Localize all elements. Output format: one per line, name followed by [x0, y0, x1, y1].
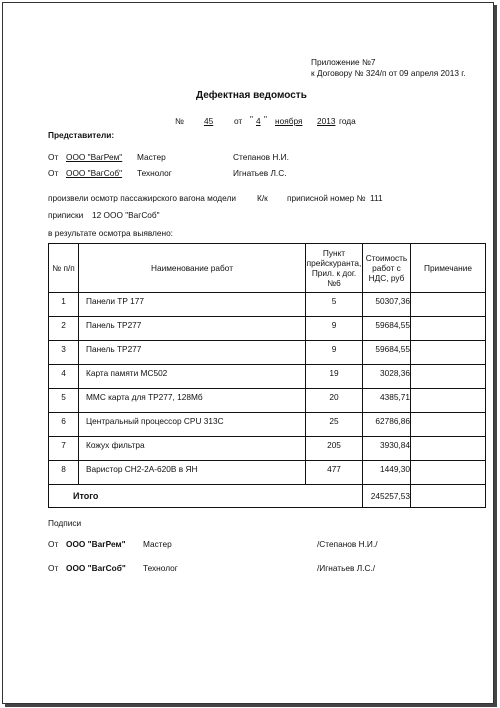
rep-from: От	[48, 168, 59, 178]
rep-from: От	[48, 152, 59, 162]
cell-num: 1	[49, 293, 79, 317]
table-row	[49, 461, 486, 485]
cell-note	[411, 293, 486, 317]
sign-name: /Игнатьев Л.С./	[317, 563, 376, 573]
rep-org: ООО "ВагРем"	[66, 152, 123, 162]
sign-role: Технолог	[143, 563, 178, 573]
cell-name: ММС карта для ТР277, 128Мб	[79, 389, 306, 413]
defects-table	[48, 243, 486, 508]
header-name: Наименование работ	[79, 244, 306, 293]
from-word: от	[234, 116, 243, 126]
sign-role: Мастер	[143, 539, 172, 549]
quote-open: "	[250, 114, 253, 124]
document-year: 2013	[317, 116, 336, 126]
year-word: года	[339, 116, 356, 126]
signatures-heading: Подписи	[48, 518, 82, 528]
cell-note	[411, 389, 486, 413]
header-cost: Стоимость работ с НДС, руб	[363, 244, 411, 293]
appendix-line-1: Приложение №7	[311, 57, 376, 67]
car-model: К/к	[257, 193, 268, 203]
cell-note	[411, 437, 486, 461]
cell-cost: 3028,36	[363, 365, 411, 389]
cell-num: 6	[49, 413, 79, 437]
rep-person: Игнатьев Л.С.	[233, 168, 287, 178]
cell-price-item: 25	[306, 413, 363, 437]
cell-cost: 59684,55	[363, 317, 411, 341]
table-row	[49, 413, 486, 437]
cell-name: Панель ТР277	[79, 317, 306, 341]
cell-name: Центральный процессор CPU 313C	[79, 413, 306, 437]
sign-org: ООО "ВагСоб"	[66, 563, 126, 573]
rep-role: Мастер	[137, 152, 166, 162]
quote-close: "	[264, 114, 267, 124]
cell-note	[411, 365, 486, 389]
cell-price-item: 477	[306, 461, 363, 485]
document-day: 4	[256, 116, 261, 126]
header-num: № п/п	[49, 244, 79, 293]
table-header-row	[49, 244, 486, 293]
rep-org: ООО "ВагСоб"	[66, 168, 123, 178]
registration-label: приписной номер №	[287, 193, 366, 203]
cell-num: 5	[49, 389, 79, 413]
table-row	[49, 293, 486, 317]
assignment-label: приписки	[48, 210, 84, 220]
header-note: Примечание	[411, 244, 486, 293]
sign-name: /Степанов Н.И./	[317, 539, 378, 549]
cell-price-item: 205	[306, 437, 363, 461]
cell-num: 7	[49, 437, 79, 461]
cell-cost: 59684,55	[363, 341, 411, 365]
sign-from: От	[48, 563, 59, 573]
inspection-text: произвели осмотр пассажирского вагона модели	[48, 193, 236, 203]
cell-price-item: 5	[306, 293, 363, 317]
cell-cost: 1449,30	[363, 461, 411, 485]
cell-cost: 62786,86	[363, 413, 411, 437]
cell-note	[411, 461, 486, 485]
cell-price-item: 19	[306, 365, 363, 389]
table-row	[49, 437, 486, 461]
table-row	[49, 365, 486, 389]
total-note-cell	[411, 485, 486, 508]
cell-cost: 50307,36	[363, 293, 411, 317]
cell-price-item: 20	[306, 389, 363, 413]
assignment-value: 12 ООО "ВагСоб"	[92, 210, 160, 220]
findings-intro: в результате осмотра выявлено:	[48, 228, 173, 238]
cell-num: 2	[49, 317, 79, 341]
document-month: ноября	[275, 116, 303, 126]
registration-number: 111	[370, 193, 383, 203]
table-row	[49, 317, 486, 341]
cell-cost: 3930,84	[363, 437, 411, 461]
rep-role: Технолог	[137, 168, 172, 178]
document-title: Дефектная ведомость	[196, 90, 307, 101]
cell-price-item: 9	[306, 317, 363, 341]
table-total-row	[49, 485, 486, 508]
header-price-item: Пункт прейскуранта, Прил. к дог. №6	[306, 244, 363, 293]
cell-name: Варистор СН2-2А-620В в ЯН	[79, 461, 306, 485]
cell-num: 3	[49, 341, 79, 365]
cell-name: Кожух фильтра	[79, 437, 306, 461]
number-sign: №	[175, 116, 184, 126]
sign-org: ООО "ВагРем"	[66, 539, 126, 549]
cell-num: 4	[49, 365, 79, 389]
appendix-line-2: к Договору № 324/п от 09 апреля 2013 г.	[311, 68, 466, 78]
cell-num: 8	[49, 461, 79, 485]
cell-name: Панель ТР277	[79, 341, 306, 365]
cell-price-item: 9	[306, 341, 363, 365]
document-number: 45	[204, 116, 214, 126]
total-value: 245257,53	[363, 485, 411, 508]
table-row	[49, 389, 486, 413]
cell-name: Панели ТР 177	[79, 293, 306, 317]
cell-cost: 4385,71	[363, 389, 411, 413]
sign-from: От	[48, 539, 59, 549]
representatives-heading: Представители:	[48, 130, 115, 140]
total-label: Итого	[49, 485, 363, 508]
cell-note	[411, 317, 486, 341]
cell-note	[411, 341, 486, 365]
table-row	[49, 341, 486, 365]
cell-note	[411, 413, 486, 437]
rep-person: Степанов Н.И.	[233, 152, 289, 162]
cell-name: Карта памяти МС502	[79, 365, 306, 389]
